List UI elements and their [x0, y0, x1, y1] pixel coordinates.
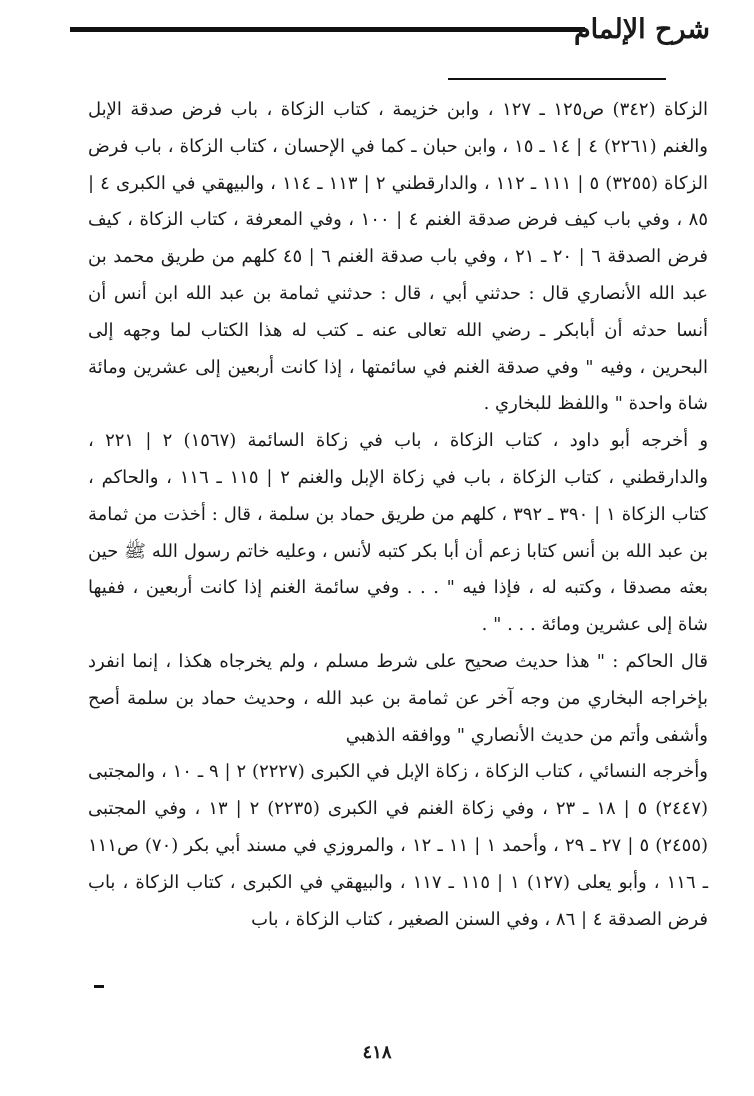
page-title: شرح الإلمام [573, 14, 710, 45]
running-header [70, 10, 710, 50]
footnote-body [88, 92, 708, 938]
continuation-mark [94, 985, 104, 988]
paragraph-3: قال الحاكم : " هذا حديث صحيح على شرط مسلم ، ولم يخرجاه هكذا ، إنما انفرد بإخراجه البخاري من وجه آخر عن ثمامة بن عبد الله ، وحديث حماد بن سلمة أصح وأشفى وأتم من حديث الأنصاري " ووافقه الذهبي [88, 650, 708, 746]
page-number: ٤١٨ [362, 1042, 392, 1063]
footnote-separator [448, 78, 666, 80]
paragraph-2: و أخرجه أبو داود ، كتاب الزكاة ، باب في زكاة السائمة (١٥٦٧) ٢ | ٢٢١ ، والدارقطني ، كتاب الزكاة ، باب في زكاة الإبل والغنم ٢ | ١١٥ ـ ١١٦ ، والحاكم ، كتاب الزكاة ١ | ٣٩٠ ـ ٣٩٢ ، كلهم من طريق حماد بن سلمة ، قال : أخذت من ثمامة بن عبد الله بن أنس كتابا زعم أن أبا بكر كتبه لأنس ، وعليه خاتم رسول الله ﷺ حين بعثه مصدقا ، وكتبه له ، فإذا فيه " . . . وفي سائمة الغنم إذا كانت أربعين ، ففيها شاة إلى عشرين ومائة . . . " . [88, 430, 709, 636]
paragraph-4: وأخرجه النسائي ، كتاب الزكاة ، زكاة الإبل في الكبرى (٢٢٢٧) ٢ | ٩ ـ ١٠ ، والمجتبى (٢٤٤٧) ٥ | ١٨ ـ ٢٣ ، وفي زكاة الغنم في الكبرى (٢٢٣٥) ٢ | ١٣ ، وفي المجتبى (٢٤٥٥) ٥ | ٢٧ ـ ٢٩ ، وأحمد ١ | ١١ ـ ١٢ ، والمروزي في مسند أبي بكر (٧٠) ص١١١ ـ ١١٦ ، وأبو يعلى (١٢٧) ١ | ١١٥ ـ ١١٧ ، والبيهقي في الكبرى ، كتاب الزكاة ، باب فرض الصدقة ٤ | ٨٦ ، وفي السنن الصغير ، كتاب الزكاة ، باب [88, 761, 709, 930]
header-rule [70, 27, 585, 32]
paragraph-1: الزكاة (٣٤٢) ص١٢٥ ـ ١٢٧ ، وابن خزيمة ، كتاب الزكاة ، باب فرض صدقة الإبل والغنم (٢٢٦١) ٤ | ١٤ ـ ١٥ ، وابن حبان ـ كما في الإحسان ، كتاب الزكاة ، باب فرض الزكاة (٣٢٥٥) ٥ | ١١١ ـ ١١٢ ، والدارقطني ٢ | ١١٣ ـ ١١٤ ، والبيهقي في الكبرى ٤ | ٨٥ ، وفي باب كيف فرض صدقة الغنم ٤ | ١٠٠ ، وفي المعرفة ، كتاب الزكاة ، كيف فرض الصدقة ٦ | ٢٠ ـ ٢١ ، وفي باب صدقة الغنم ٦ | ٤٥ كلهم من طريق محمد بن عبد الله الأنصاري قال : حدثني أبي ، قال : حدثني ثمامة بن عبد الله ابن أنس أن أنسا حدثه أن أبابكر ـ رضي الله تعالى عنه ـ كتب له هذا الكتاب لما وجهه إلى البحرين ، وفيه " وفي صدقة الغنم في سائمتها ، إذا كانت أربعين إلى عشرين ومائة شاة واحدة " واللفظ للبخاري . [88, 99, 709, 415]
